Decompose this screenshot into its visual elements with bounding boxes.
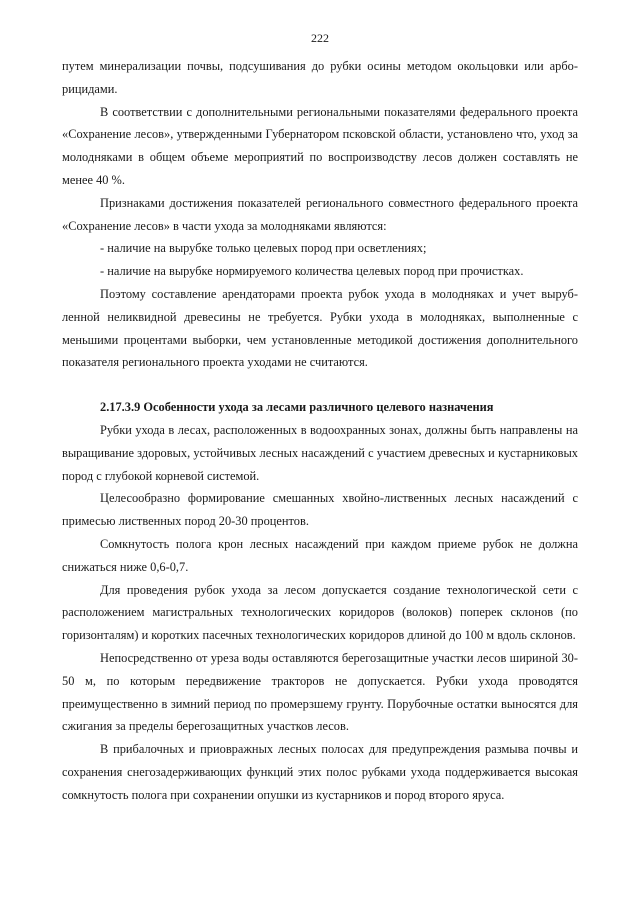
page-body <box>62 55 578 807</box>
list-item: - наличие на вырубке нормируемого количества целевых пород при прочистках. <box>100 264 524 279</box>
paragraph: Непосредственно от уреза воды оставляются берегозащитные участки лесов шириной 30-50 м, по которым передвижение тракторов не допускается. Рубки ухода проводятся преимущественно в зимний период по промерзшему грунту. Порубочные остатки выносятся для сжигания за пределы берегозащитных участков лесов. <box>62 650 578 734</box>
paragraph: Поэтому составление арендаторами проекта рубок ухода в молодняках и учет вырубленной неликвидной древесины не требуется. Рубки ухода в молодняках, выполненные с меньшими процентами выборки, чем установленные методикой достижения дополнительного показателя регионального проекта уходами не считаются. <box>62 286 578 370</box>
paragraph: Признаками достижения показателей регионального совместного федерального проекта «Сохранение лесов» в части ухода за молодняками являются: <box>62 195 578 233</box>
paragraph: В соответствии с дополнительными региональными показателями федерального проекта «Сохранение лесов», утвержденными Губернатором псковской области, установлено что, уход за молодняками в общем объеме мероприятий по воспроизводству лесов должен составлять не менее 40 %. <box>62 104 578 187</box>
paragraph: Рубки ухода в лесах, расположенных в водоохранных зонах, должны быть направлены на выращивание здоровых, устойчивых лесных насаждений с участием древесных и кустарниковых пород с глубокой корневой системой. <box>62 422 578 483</box>
list-item: - наличие на вырубке только целевых пород при осветлениях; <box>100 241 427 256</box>
paragraph: Сомкнутость полога крон лесных насаждений при каждом приеме рубок не должна снижаться ниже 0,6-0,7. <box>62 536 578 574</box>
paragraph: путем минерализации почвы, подсушивания до рубки осины методом окольцовки или арборицидами. <box>62 59 578 96</box>
paragraph: Целесообразно формирование смешанных хвойно-лиственных лесных насаждений с примесью лиственных пород 20-30 процентов. <box>62 491 578 529</box>
page-number: 222 <box>311 31 329 45</box>
paragraph: Для проведения рубок ухода за лесом допускается создание технологической сети с расположением магистральных технологических коридоров (волоков) поперек склонов (по горизонталям) и коротких пасечных технологических коридоров длиной до 100 м вдоль склонов. <box>62 582 578 643</box>
paragraph: В прибалочных и приовражных лесных полосах для предупреждения размыва почвы и сохранения снегозадерживающих функций этих полос рубками ухода поддерживается высокая сомкнутость полога при сохранении опушки из кустарников и пород второго яруса. <box>62 742 578 802</box>
section-heading: 2.17.3.9 Особенности ухода за лесами различного целевого назначения <box>100 400 494 415</box>
